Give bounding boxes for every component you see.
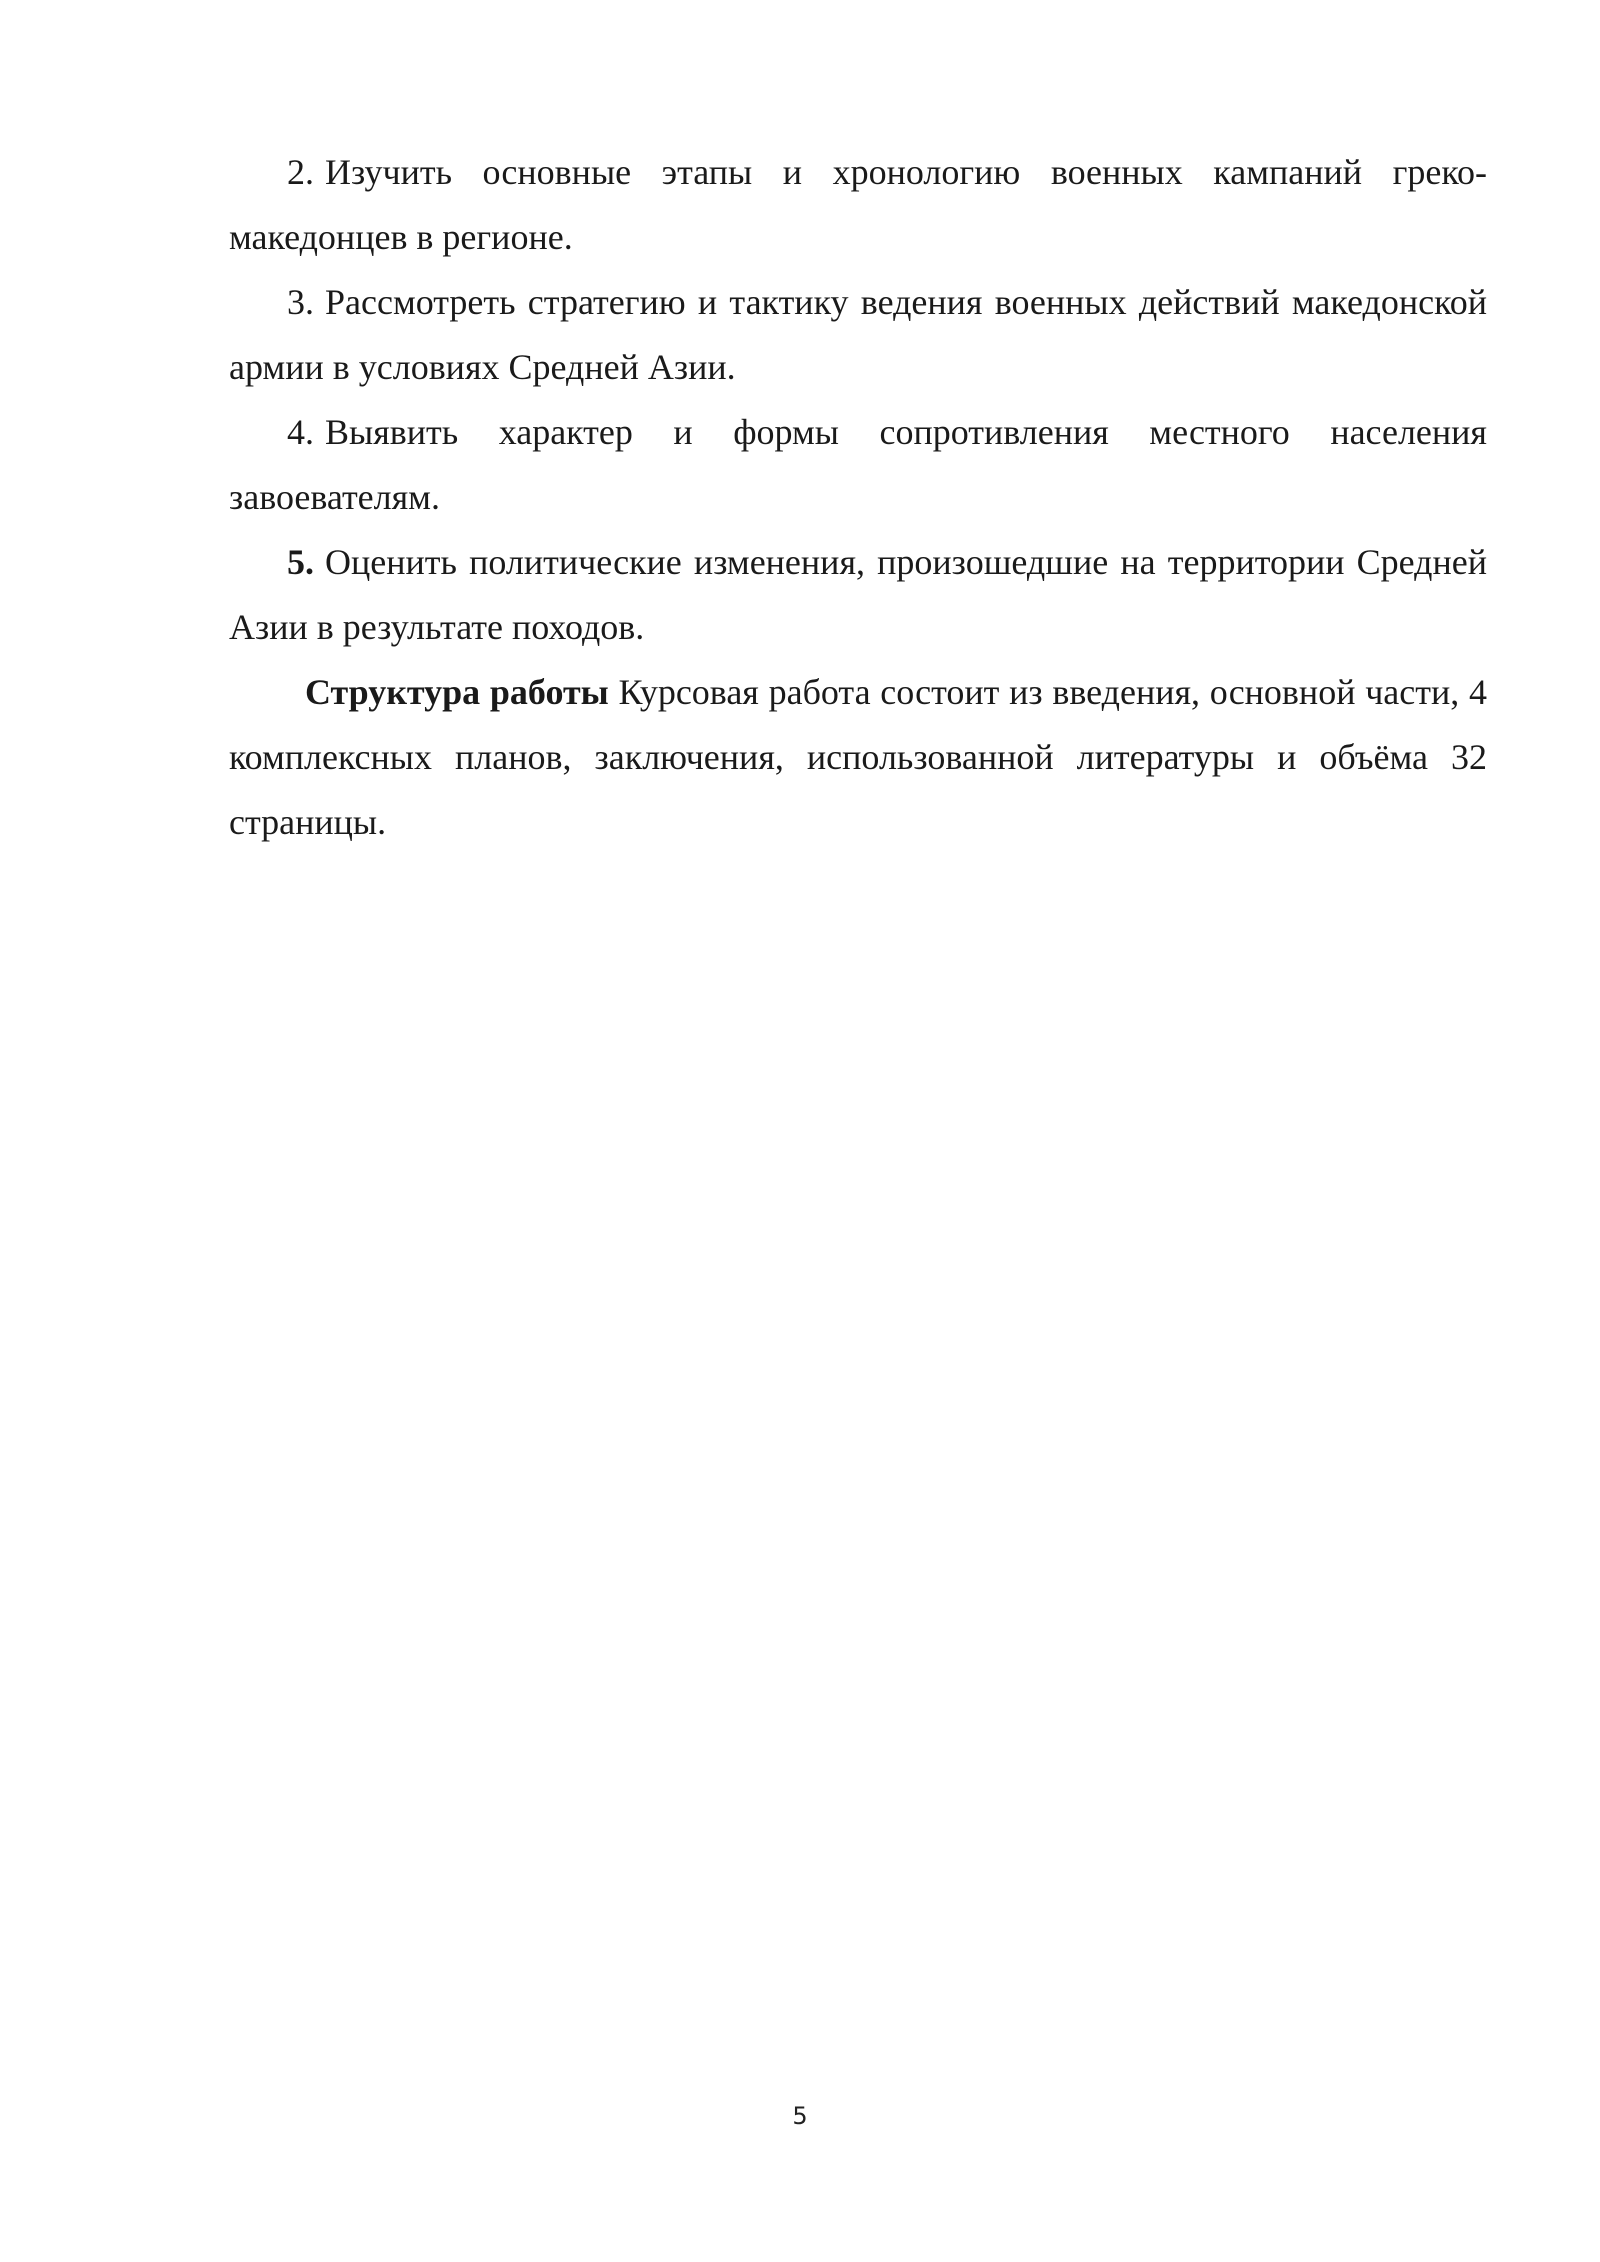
task-item-number: 2. — [287, 152, 314, 192]
structure-heading: Структура работы — [305, 672, 609, 712]
page-number: 5 — [792, 2102, 808, 2130]
task-item-text: Изучить основные этапы и хронологию военных кампаний греко-македонцев в регионе. — [229, 152, 1487, 257]
page-body — [229, 140, 1487, 855]
task-item-3 — [229, 270, 1487, 400]
structure-paragraph — [229, 660, 1487, 855]
task-item-5 — [229, 530, 1487, 660]
task-item-number: 3. — [287, 282, 314, 322]
task-item-2 — [229, 140, 1487, 270]
task-item-text: Рассмотреть стратегию и тактику ведения военных действий македонской армии в условиях Средней Азии. — [229, 282, 1487, 387]
task-item-number: 5. — [287, 542, 314, 582]
task-item-4 — [229, 400, 1487, 530]
task-item-text: Выявить характер и формы сопротивления местного населения завоевателям. — [229, 412, 1487, 517]
task-item-number: 4. — [287, 412, 314, 452]
structure-text: Курсовая работа состоит из введения, основной части, 4 комплексных планов, заключения, использованной литературы и объёма 32 страницы. — [229, 672, 1487, 842]
task-item-text: Оценить политические изменения, произошедшие на территории Средней Азии в результате походов. — [229, 542, 1487, 647]
